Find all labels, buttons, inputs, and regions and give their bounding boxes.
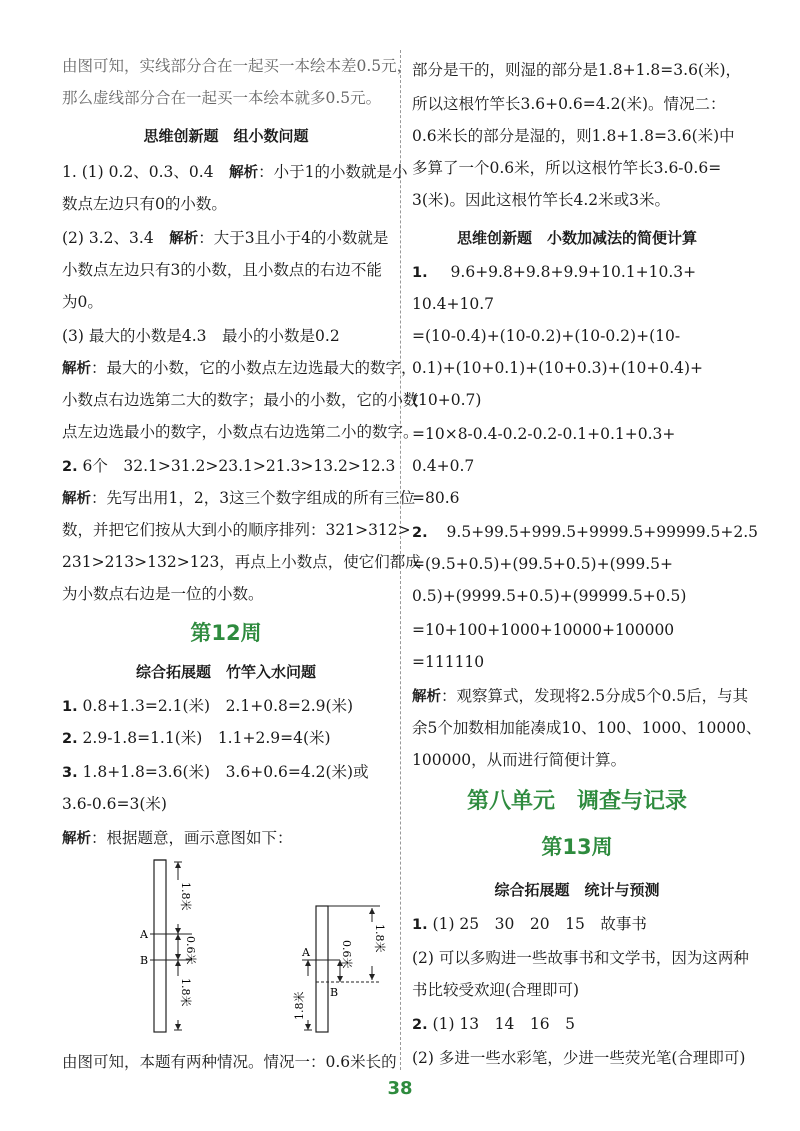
stats-q2-line-1	[412, 1014, 575, 1035]
calc2-line-1	[412, 522, 758, 543]
calc2-line-2: =(9.5+0.5)+(99.5+0.5)+(999.5+	[412, 555, 673, 573]
q2-analysis-line-1	[62, 488, 415, 509]
q2-analysis-line-4: 为小数点右边是一位的小数。	[62, 585, 264, 603]
calc1-line-4: 0.1)+(10+0.1)+(10+0.3)+(10+0.4)+	[412, 359, 704, 377]
dim-lower-case-2: 1.8米	[293, 991, 306, 1020]
q1-2-analysis: ：大于3且小于4的小数就是	[198, 229, 389, 247]
intro-line-1: 由图可知，实线部分合在一起买一本绘本差0.5元，	[62, 57, 413, 75]
dim-upper-case-1: 1.8米	[179, 882, 192, 911]
calc1-line-7: 0.4+0.7	[412, 457, 475, 475]
case-cont-line-4: 多算了一个0.6米，所以这根竹竿长3.6-0.6=	[412, 159, 722, 177]
q1-2-analysis-cont-2: 为0。	[62, 293, 103, 311]
q1-1-line	[62, 162, 407, 183]
q1-3-analysis-line-1	[62, 358, 417, 379]
calc2-line-3: 0.5)+(9999.5+0.5)+(99999.5+0.5)	[412, 587, 687, 605]
calc1-line-3: =(10-0.4)+(10-0.2)+(10-0.2)+(10-	[412, 327, 681, 345]
page-number: 38	[387, 1078, 413, 1099]
unit-8-heading: 第八单元 调查与记录	[466, 789, 687, 814]
calc1-line-1	[412, 262, 696, 283]
case-cont-line-3: 0.6米长的部分是湿的，则1.8+1.8=3.6(米)中	[412, 127, 735, 145]
s2-1-number: 1.	[62, 699, 78, 715]
calc-analysis-line-1	[412, 686, 748, 707]
q2-analysis: ：先写出用1，2，3这三个数字组成的所有三位	[91, 489, 416, 507]
stats-q2-number: 2.	[412, 1017, 428, 1033]
case-cont-line-5: 3(米)。因此这根竹竿长4.2米或3米。	[412, 191, 670, 209]
section-title-simplified-calc: 思维创新题 小数加减法的简便计算	[456, 229, 697, 247]
week-12-heading: 第12周	[190, 621, 262, 645]
label-b-case-1: B	[140, 954, 149, 967]
section-title-statistics: 综合拓展题 统计与预测	[494, 881, 660, 899]
q1-3-analysis-line-3: 点左边选最小的数字，小数点右边选第二小的数字。	[62, 423, 419, 441]
label-b-case-2: B	[330, 986, 339, 999]
s2-answer-2	[62, 728, 331, 749]
q1-3-analysis-line-2: 小数点右边选第二大的数字；最小的小数，它的小数	[62, 391, 419, 409]
case-cont-line-2: 所以这根竹竿长3.6+0.6=4.2(米)。情况二：	[412, 95, 726, 113]
analysis-label: 解析	[62, 361, 91, 377]
stats-q1-line-1	[412, 914, 647, 935]
s2-answer-3	[62, 762, 369, 783]
calc1-number: 1.	[412, 265, 428, 281]
q1-1-analysis: ：小于1的小数就是小	[258, 163, 408, 181]
case-explanation-line: 由图可知，本题有两种情况。情况一：0.6米长的	[62, 1053, 397, 1071]
dim-middle-case-2: 0.6米	[340, 940, 353, 969]
s2-analysis-line	[62, 828, 293, 849]
q1-2-answer: (2) 3.2、3.4	[62, 229, 154, 247]
section-title-grouping-decimals: 思维创新题 组小数问题	[143, 127, 309, 145]
stats-q1-answer: (1) 25 30 20 15 故事书	[432, 915, 647, 933]
calc1-line-2: 10.4+10.7	[412, 295, 495, 313]
analysis-label: 解析	[412, 689, 441, 705]
calc2-number: 2.	[412, 525, 428, 541]
calc1-line-5: (10+0.7)	[412, 391, 482, 409]
q1-1-analysis-cont: 数点左边只有0的小数。	[62, 195, 227, 213]
calc1-result: =80.6	[412, 489, 460, 507]
s2-3-text: 1.8+1.8=3.6(米) 3.6+0.6=4.2(米)或	[82, 763, 369, 781]
q1-3-answer: (3) 最大的小数是4.3 最小的小数是0.2	[62, 327, 340, 345]
s2-answer-3-cont: 3.6-0.6=3(米)	[62, 795, 167, 813]
q2-line	[62, 456, 395, 477]
pole-case-2	[316, 906, 328, 1032]
s2-1-text: 0.8+1.3=2.1(米) 2.1+0.8=2.9(米)	[82, 697, 354, 715]
q1-number: 1.	[62, 163, 77, 181]
q1-3-analysis: ：最大的小数，它的小数点左边选最大的数字，	[91, 359, 417, 377]
calc2-line-4: =10+100+1000+10000+100000	[412, 621, 675, 639]
s2-2-text: 2.9-1.8=1.1(米) 1.1+2.9=4(米)	[82, 729, 331, 747]
q1-2-line	[62, 228, 388, 249]
analysis-label: 解析	[229, 165, 259, 181]
s2-answer-1	[62, 696, 353, 717]
analysis-label: 解析	[62, 831, 91, 847]
q2-number: 2.	[62, 459, 78, 475]
dim-middle-case-1: 0.6米	[184, 936, 197, 965]
label-a-case-1: A	[140, 928, 148, 941]
stats-q1-number: 1.	[412, 917, 428, 933]
calc2-expression: 9.5+99.5+999.5+9999.5+99999.5+2.5	[446, 523, 758, 541]
section-title-bamboo-pole: 综合拓展题 竹竿入水问题	[135, 663, 316, 681]
calc-analysis-line-2: 余5个加数相加能凑成10、100、1000、10000、	[412, 719, 762, 737]
calc1-expression: 9.6+9.8+9.8+9.9+10.1+10.3+	[450, 263, 697, 281]
calc2-result: =111110	[412, 653, 485, 671]
dim-lower-case-1: 1.8米	[179, 978, 192, 1007]
analysis-label: 解析	[169, 231, 199, 247]
stats-q2-line-2: (2) 多进一些水彩笔，少进一些荧光笔(合理即可)	[412, 1049, 746, 1067]
calc-analysis-line-3: 100000，从而进行简便计算。	[412, 751, 627, 769]
q2-analysis-line-2: 数，并把它们按从大到小的顺序排列：321>312>	[62, 521, 411, 539]
pole-case-1	[154, 860, 166, 1032]
q1-1-answer: (1) 0.2、0.3、0.4	[81, 163, 214, 181]
week-13-heading: 第13周	[541, 835, 613, 859]
analysis-label: 解析	[62, 491, 91, 507]
s2-3-number: 3.	[62, 765, 78, 781]
stats-q1-line-2: (2) 可以多购进一些故事书和文学书，因为这两种	[412, 949, 749, 967]
s2-2-number: 2.	[62, 731, 78, 747]
calc1-line-6: =10×8-0.4-0.2-0.2-0.1+0.1+0.3+	[412, 425, 676, 443]
q2-analysis-line-3: 231>213>132>123，再点上小数点，使它们都成	[62, 553, 421, 571]
q1-2-analysis-cont-1: 小数点左边只有3的小数，且小数点的右边不能	[62, 261, 382, 279]
intro-line-2: 那么虚线部分合在一起买一本绘本就多0.5元。	[62, 89, 382, 107]
calc-analysis: ：观察算式，发现将2.5分成5个0.5后，与其	[441, 687, 749, 705]
bamboo-pole-diagram	[140, 858, 390, 1038]
label-a-case-2: A	[302, 946, 310, 959]
case-cont-line-1: 部分是干的，则湿的部分是1.8+1.8=3.6(米)，	[412, 61, 742, 79]
stats-q1-line-3: 书比较受欢迎(合理即可)	[412, 981, 580, 999]
stats-q2-answer: (1) 13 14 16 5	[432, 1015, 575, 1033]
s2-analysis: ：根据题意，画示意图如下：	[91, 829, 293, 847]
q2-answer: 6个 32.1>31.2>23.1>21.3>13.2>12.3	[82, 457, 396, 475]
dim-upper-case-2: 1.8米	[373, 924, 386, 953]
